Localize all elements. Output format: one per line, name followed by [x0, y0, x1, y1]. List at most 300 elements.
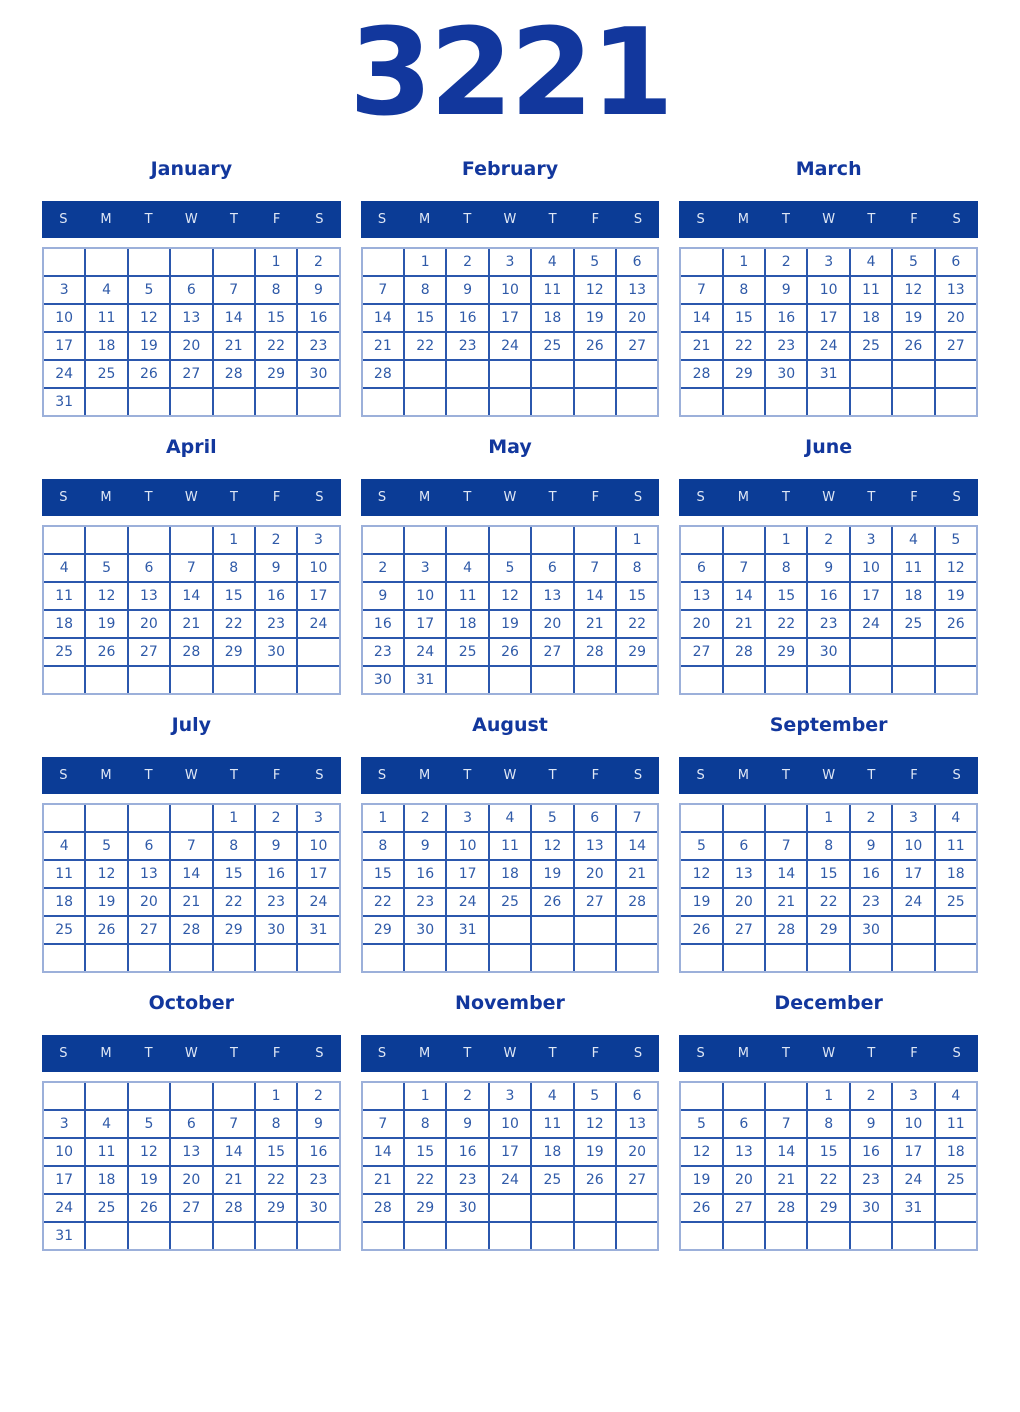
day-cell: 1 — [405, 1083, 445, 1109]
day-cell: 23 — [447, 333, 487, 359]
day-cell: 7 — [575, 555, 615, 581]
empty-day-cell — [851, 361, 891, 387]
empty-day-cell — [129, 527, 169, 553]
month-block — [42, 158, 341, 417]
day-grid — [679, 1081, 978, 1251]
day-cell: 19 — [936, 583, 976, 609]
day-cell: 5 — [893, 249, 933, 275]
empty-day-cell — [766, 389, 806, 415]
day-cell: 1 — [256, 1083, 296, 1109]
weekday-label: S — [377, 212, 387, 227]
day-cell: 11 — [86, 1139, 126, 1165]
empty-day-cell — [681, 389, 721, 415]
day-cell: 16 — [298, 305, 338, 331]
weekday-label: S — [315, 212, 324, 227]
day-cell: 29 — [363, 917, 403, 943]
day-cell: 20 — [617, 305, 657, 331]
month-title: December — [774, 992, 883, 1014]
month-title: May — [488, 436, 532, 458]
day-cell: 11 — [86, 305, 126, 331]
day-cell: 4 — [893, 527, 933, 553]
empty-day-cell — [617, 1195, 657, 1221]
weekday-label: S — [315, 490, 324, 505]
day-cell: 4 — [936, 805, 976, 831]
day-cell: 25 — [447, 639, 487, 665]
day-cell: 15 — [363, 861, 403, 887]
empty-day-cell — [893, 1223, 933, 1249]
empty-day-cell — [86, 1223, 126, 1249]
weekday-label: S — [696, 768, 705, 783]
weekday-label: M — [419, 490, 431, 505]
day-cell: 19 — [129, 333, 169, 359]
empty-day-cell — [256, 1223, 296, 1249]
weekday-header-row — [679, 757, 978, 794]
day-cell: 23 — [851, 889, 891, 915]
day-cell: 11 — [532, 277, 572, 303]
day-cell: 14 — [214, 305, 254, 331]
empty-day-cell — [298, 945, 338, 971]
weekday-label: M — [100, 768, 112, 783]
day-cell: 24 — [893, 1167, 933, 1193]
day-cell: 29 — [214, 639, 254, 665]
day-grid — [679, 247, 978, 417]
empty-day-cell — [936, 667, 976, 693]
day-cell: 14 — [214, 1139, 254, 1165]
day-cell: 12 — [532, 833, 572, 859]
day-cell: 30 — [256, 917, 296, 943]
day-cell: 15 — [766, 583, 806, 609]
day-cell: 30 — [851, 1195, 891, 1221]
day-cell: 12 — [129, 305, 169, 331]
day-cell: 21 — [724, 611, 764, 637]
day-cell: 14 — [363, 1139, 403, 1165]
day-cell: 10 — [893, 833, 933, 859]
empty-day-cell — [405, 945, 445, 971]
day-cell: 24 — [44, 361, 84, 387]
day-cell: 14 — [171, 583, 211, 609]
empty-day-cell — [617, 361, 657, 387]
empty-day-cell — [171, 1083, 211, 1109]
day-cell: 25 — [44, 917, 84, 943]
day-cell: 10 — [490, 277, 530, 303]
day-cell: 27 — [532, 639, 572, 665]
day-cell: 18 — [936, 1139, 976, 1165]
empty-day-cell — [44, 1083, 84, 1109]
weekday-label: M — [737, 768, 749, 783]
month-title: April — [165, 436, 217, 458]
day-cell: 16 — [363, 611, 403, 637]
day-cell: 20 — [129, 889, 169, 915]
day-cell: 18 — [532, 305, 572, 331]
day-cell: 23 — [808, 611, 848, 637]
empty-day-cell — [681, 1223, 721, 1249]
day-cell: 20 — [171, 1167, 211, 1193]
day-cell: 14 — [724, 583, 764, 609]
empty-day-cell — [129, 667, 169, 693]
day-cell: 27 — [724, 917, 764, 943]
day-cell: 23 — [363, 639, 403, 665]
day-cell: 6 — [617, 249, 657, 275]
empty-day-cell — [575, 917, 615, 943]
weekday-label: M — [737, 490, 749, 505]
day-cell: 28 — [724, 639, 764, 665]
day-cell: 26 — [681, 917, 721, 943]
day-cell: 9 — [298, 277, 338, 303]
day-cell: 8 — [214, 833, 254, 859]
weekday-header-row — [42, 479, 341, 516]
day-cell: 19 — [86, 889, 126, 915]
weekday-label: M — [419, 1046, 431, 1061]
day-cell: 7 — [171, 555, 211, 581]
weekday-label: T — [867, 1046, 876, 1061]
day-cell: 20 — [129, 611, 169, 637]
weekday-label: F — [910, 1046, 918, 1061]
empty-day-cell — [681, 1083, 721, 1109]
day-cell: 25 — [893, 611, 933, 637]
weekday-label: W — [184, 212, 198, 227]
month-block — [42, 992, 341, 1251]
day-cell: 7 — [363, 277, 403, 303]
weekday-header-row — [361, 479, 660, 516]
empty-day-cell — [214, 945, 254, 971]
weekday-label: F — [272, 1046, 281, 1061]
day-cell: 10 — [490, 1111, 530, 1137]
day-cell: 15 — [214, 583, 254, 609]
weekday-label: S — [59, 1046, 68, 1061]
day-cell: 31 — [44, 389, 84, 415]
day-cell: 13 — [129, 861, 169, 887]
weekday-label: W — [822, 212, 836, 227]
day-cell: 5 — [129, 1111, 169, 1137]
weekday-label: W — [503, 768, 517, 783]
empty-day-cell — [532, 667, 572, 693]
day-cell: 27 — [724, 1195, 764, 1221]
empty-day-cell — [575, 389, 615, 415]
day-cell: 24 — [405, 639, 445, 665]
empty-day-cell — [171, 945, 211, 971]
day-cell: 29 — [617, 639, 657, 665]
day-cell: 18 — [936, 861, 976, 887]
day-cell: 2 — [808, 527, 848, 553]
day-cell: 24 — [298, 889, 338, 915]
day-cell: 4 — [851, 249, 891, 275]
day-cell: 21 — [171, 611, 211, 637]
day-cell: 22 — [405, 333, 445, 359]
empty-day-cell — [893, 917, 933, 943]
day-cell: 16 — [256, 861, 296, 887]
day-grid — [42, 803, 341, 973]
day-cell: 7 — [363, 1111, 403, 1137]
day-cell: 13 — [681, 583, 721, 609]
weekday-label: T — [867, 768, 876, 783]
empty-day-cell — [298, 639, 338, 665]
empty-day-cell — [681, 249, 721, 275]
day-cell: 17 — [490, 1139, 530, 1165]
day-cell: 3 — [298, 527, 338, 553]
weekday-label: W — [822, 768, 836, 783]
day-cell: 24 — [893, 889, 933, 915]
day-cell: 13 — [532, 583, 572, 609]
day-grid — [361, 247, 660, 417]
empty-day-cell — [808, 389, 848, 415]
empty-day-cell — [575, 1223, 615, 1249]
empty-day-cell — [44, 249, 84, 275]
day-cell: 15 — [808, 861, 848, 887]
empty-day-cell — [405, 361, 445, 387]
day-cell: 5 — [681, 1111, 721, 1137]
empty-day-cell — [256, 389, 296, 415]
day-cell: 26 — [129, 361, 169, 387]
day-cell: 9 — [447, 277, 487, 303]
day-cell: 10 — [447, 833, 487, 859]
day-cell: 1 — [808, 805, 848, 831]
weekday-label: S — [952, 1046, 961, 1061]
day-cell: 17 — [490, 305, 530, 331]
day-cell: 5 — [936, 527, 976, 553]
empty-day-cell — [575, 1195, 615, 1221]
empty-day-cell — [724, 1083, 764, 1109]
weekday-header-row — [679, 1035, 978, 1072]
day-cell: 22 — [617, 611, 657, 637]
day-cell: 12 — [86, 583, 126, 609]
day-cell: 27 — [617, 333, 657, 359]
day-cell: 9 — [256, 833, 296, 859]
empty-day-cell — [490, 945, 530, 971]
month-title: October — [148, 992, 235, 1014]
empty-day-cell — [575, 361, 615, 387]
day-cell: 20 — [171, 333, 211, 359]
weekday-label: F — [591, 1046, 600, 1061]
day-cell: 12 — [681, 861, 721, 887]
day-cell: 4 — [44, 833, 84, 859]
empty-day-cell — [86, 389, 126, 415]
day-cell: 29 — [256, 1195, 296, 1221]
day-cell: 8 — [766, 555, 806, 581]
weekday-label: W — [184, 768, 198, 783]
day-cell: 7 — [214, 1111, 254, 1137]
day-cell: 7 — [617, 805, 657, 831]
day-cell: 20 — [936, 305, 976, 331]
day-cell: 29 — [214, 917, 254, 943]
day-cell: 2 — [447, 1083, 487, 1109]
day-cell: 30 — [256, 639, 296, 665]
day-cell: 7 — [681, 277, 721, 303]
day-cell: 9 — [363, 583, 403, 609]
day-cell: 18 — [447, 611, 487, 637]
day-cell: 27 — [936, 333, 976, 359]
day-cell: 3 — [490, 1083, 530, 1109]
day-grid — [361, 525, 660, 695]
empty-day-cell — [681, 805, 721, 831]
day-cell: 13 — [936, 277, 976, 303]
day-cell: 18 — [44, 889, 84, 915]
day-cell: 26 — [681, 1195, 721, 1221]
day-cell: 1 — [724, 249, 764, 275]
empty-day-cell — [851, 667, 891, 693]
weekday-label: T — [867, 490, 876, 505]
day-cell: 3 — [808, 249, 848, 275]
empty-day-cell — [86, 805, 126, 831]
day-cell: 10 — [893, 1111, 933, 1137]
day-cell: 28 — [214, 1195, 254, 1221]
day-cell: 10 — [298, 555, 338, 581]
weekday-label: S — [377, 1046, 387, 1061]
empty-day-cell — [447, 389, 487, 415]
day-cell: 14 — [766, 861, 806, 887]
weekday-label: S — [696, 490, 705, 505]
day-cell: 17 — [44, 1167, 84, 1193]
empty-day-cell — [214, 389, 254, 415]
day-cell: 8 — [724, 277, 764, 303]
empty-day-cell — [363, 389, 403, 415]
day-cell: 24 — [298, 611, 338, 637]
day-cell: 30 — [851, 917, 891, 943]
day-cell: 27 — [129, 917, 169, 943]
day-cell: 17 — [298, 861, 338, 887]
day-cell: 17 — [851, 583, 891, 609]
empty-day-cell — [405, 389, 445, 415]
day-cell: 14 — [363, 305, 403, 331]
day-cell: 28 — [171, 917, 211, 943]
day-cell: 16 — [851, 1139, 891, 1165]
empty-day-cell — [936, 639, 976, 665]
day-cell: 1 — [766, 527, 806, 553]
day-cell: 18 — [490, 861, 530, 887]
day-cell: 5 — [575, 1083, 615, 1109]
day-cell: 20 — [617, 1139, 657, 1165]
day-cell: 25 — [936, 1167, 976, 1193]
day-cell: 16 — [808, 583, 848, 609]
day-cell: 1 — [214, 805, 254, 831]
day-cell: 2 — [298, 1083, 338, 1109]
weekday-label: F — [272, 212, 281, 227]
weekday-label: W — [184, 1046, 198, 1061]
empty-day-cell — [363, 527, 403, 553]
day-cell: 16 — [405, 861, 445, 887]
day-cell: 31 — [447, 917, 487, 943]
empty-day-cell — [129, 389, 169, 415]
day-cell: 12 — [681, 1139, 721, 1165]
weekday-label: T — [548, 1046, 557, 1061]
weekday-label: F — [591, 490, 600, 505]
day-cell: 26 — [575, 333, 615, 359]
weekday-label: T — [230, 490, 238, 505]
day-cell: 17 — [298, 583, 338, 609]
weekday-label: T — [230, 768, 238, 783]
empty-day-cell — [363, 945, 403, 971]
day-cell: 13 — [129, 583, 169, 609]
empty-day-cell — [490, 1223, 530, 1249]
day-cell: 28 — [575, 639, 615, 665]
empty-day-cell — [893, 945, 933, 971]
day-cell: 18 — [86, 333, 126, 359]
day-cell: 9 — [447, 1111, 487, 1137]
month-title: September — [769, 714, 888, 736]
day-cell: 27 — [129, 639, 169, 665]
weekday-label: T — [463, 1046, 472, 1061]
empty-day-cell — [724, 527, 764, 553]
weekday-label: S — [952, 212, 961, 227]
empty-day-cell — [363, 1083, 403, 1109]
day-cell: 17 — [893, 861, 933, 887]
day-cell: 19 — [575, 1139, 615, 1165]
empty-day-cell — [893, 361, 933, 387]
empty-day-cell — [214, 1223, 254, 1249]
weekday-label: T — [782, 490, 790, 505]
day-cell: 21 — [617, 861, 657, 887]
day-cell: 30 — [808, 639, 848, 665]
empty-day-cell — [936, 917, 976, 943]
weekday-label: M — [100, 1046, 112, 1061]
month-title: November — [455, 992, 565, 1014]
day-cell: 19 — [532, 861, 572, 887]
day-cell: 31 — [298, 917, 338, 943]
weekday-header-row — [361, 757, 660, 794]
empty-day-cell — [532, 389, 572, 415]
empty-day-cell — [724, 1223, 764, 1249]
day-cell: 6 — [129, 555, 169, 581]
empty-day-cell — [447, 667, 487, 693]
empty-day-cell — [129, 1083, 169, 1109]
day-cell: 3 — [44, 1111, 84, 1137]
weekday-label: S — [59, 212, 68, 227]
day-cell: 6 — [681, 555, 721, 581]
day-cell: 16 — [851, 861, 891, 887]
empty-day-cell — [532, 1223, 572, 1249]
day-cell: 25 — [532, 1167, 572, 1193]
day-cell: 13 — [617, 1111, 657, 1137]
day-cell: 11 — [532, 1111, 572, 1137]
month-block — [361, 992, 660, 1251]
weekday-header-row — [42, 757, 341, 794]
day-cell: 20 — [681, 611, 721, 637]
day-cell: 3 — [893, 805, 933, 831]
weekday-label: S — [696, 1046, 705, 1061]
month-block — [361, 714, 660, 973]
day-cell: 30 — [298, 361, 338, 387]
weekday-label: F — [591, 212, 600, 227]
weekday-label: W — [822, 1046, 836, 1061]
day-cell: 7 — [171, 833, 211, 859]
weekday-label: M — [737, 1046, 749, 1061]
day-cell: 5 — [575, 249, 615, 275]
empty-day-cell — [490, 527, 530, 553]
empty-day-cell — [171, 249, 211, 275]
weekday-label: W — [184, 490, 198, 505]
empty-day-cell — [214, 667, 254, 693]
day-cell: 13 — [171, 305, 211, 331]
day-cell: 19 — [86, 611, 126, 637]
empty-day-cell — [86, 249, 126, 275]
day-cell: 19 — [681, 889, 721, 915]
day-cell: 14 — [617, 833, 657, 859]
empty-day-cell — [575, 667, 615, 693]
day-cell: 21 — [766, 1167, 806, 1193]
empty-day-cell — [617, 945, 657, 971]
day-cell: 20 — [724, 889, 764, 915]
day-cell: 25 — [851, 333, 891, 359]
day-cell: 27 — [171, 1195, 211, 1221]
day-cell: 29 — [405, 1195, 445, 1221]
day-cell: 9 — [766, 277, 806, 303]
day-cell: 22 — [405, 1167, 445, 1193]
day-cell: 19 — [129, 1167, 169, 1193]
day-cell: 8 — [405, 1111, 445, 1137]
day-cell: 14 — [681, 305, 721, 331]
weekday-label: S — [377, 768, 387, 783]
day-cell: 2 — [851, 805, 891, 831]
day-cell: 19 — [575, 305, 615, 331]
